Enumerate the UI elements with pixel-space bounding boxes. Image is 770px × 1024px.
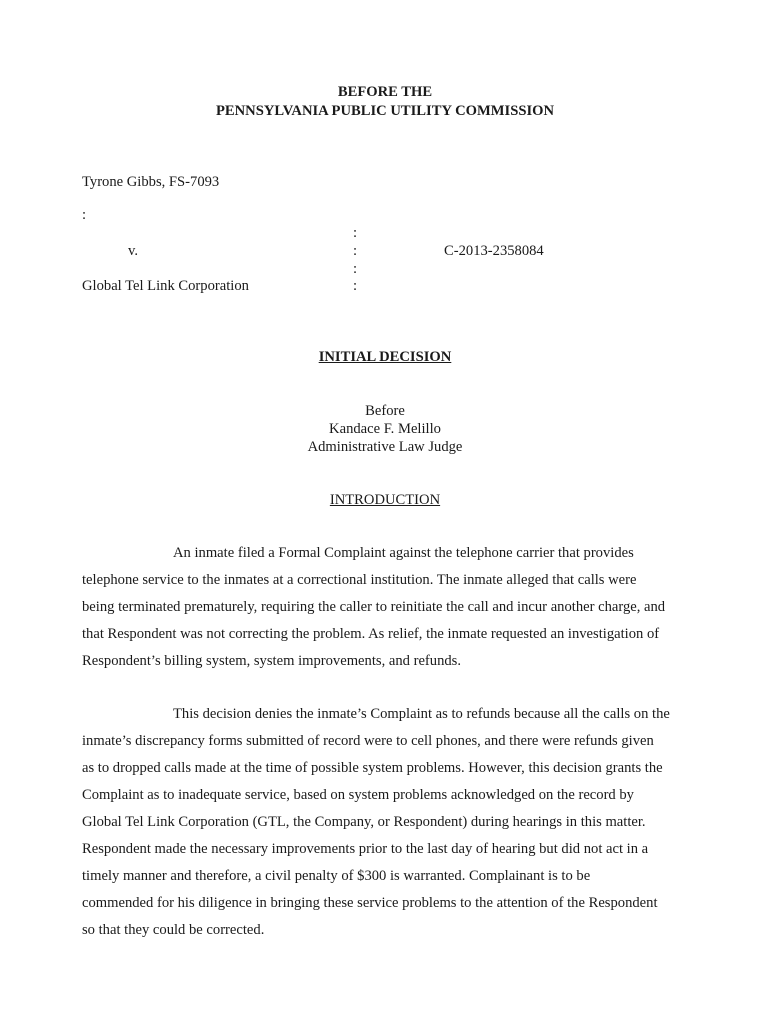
paragraph-line: inmate’s discrepancy forms submitted of record were to cell phones, and there were refunds given: [82, 733, 654, 749]
caption-colon-4: :: [353, 278, 358, 294]
caption-colon-2: :: [353, 243, 358, 259]
paragraph-2: [82, 701, 690, 944]
paragraph-line: being terminated prematurely, requiring the caller to reinitiate the call and incur another charge, and: [82, 599, 666, 615]
paragraph-line: as to dropped calls made at the time of possible system problems. However, this decision grants the: [82, 760, 663, 776]
caption-colon-left: :: [82, 207, 87, 223]
caption-colon-1: :: [353, 225, 358, 241]
header-line-2: PENNSYLVANIA PUBLIC UTILITY COMMISSION: [215, 103, 555, 119]
respondent-name: Global Tel Link Corporation: [82, 278, 249, 294]
complainant-name: Tyrone Gibbs, FS-7093: [82, 174, 220, 190]
caption-versus: v.: [128, 243, 138, 259]
paragraph-line: telephone service to the inmates at a correctional institution. The inmate alleged that calls were: [82, 572, 637, 588]
paragraph-line: Global Tel Link Corporation (GTL, the Company, or Respondent) during hearings in this matter.: [82, 814, 646, 830]
decision-title: INITIAL DECISION: [318, 349, 452, 365]
paragraph-line: Respondent’s billing system, system improvements, and refunds.: [82, 653, 461, 669]
paragraph-line: so that they could be corrected.: [82, 922, 265, 938]
judge-title: Administrative Law Judge: [307, 439, 463, 455]
paragraph-line: Complaint as to inadequate service, based on system problems acknowledged on the record by: [82, 787, 634, 803]
docket-number: C-2013-2358084: [444, 243, 544, 259]
caption-colon-3: :: [353, 261, 358, 277]
paragraph-line: that Respondent was not correcting the problem. As relief, the inmate requested an investigation of: [82, 626, 660, 642]
paragraph-line: Respondent made the necessary improvements prior to the last day of hearing but did not act in a: [82, 841, 649, 857]
header-line-1: BEFORE THE: [337, 84, 433, 100]
paragraph-line: An inmate filed a Formal Complaint against the telephone carrier that provides: [173, 545, 634, 561]
paragraph-1: [82, 540, 690, 675]
paragraph-line: This decision denies the inmate’s Complaint as to refunds because all the calls on the: [173, 706, 670, 722]
section-heading: INTRODUCTION: [329, 492, 441, 508]
paragraph-line: timely manner and therefore, a civil penalty of $300 is warranted. Complainant is to be: [82, 868, 591, 884]
judge-before: Before: [365, 403, 405, 419]
paragraph-line: commended for his diligence in bringing these service problems to the attention of the Respondent: [82, 895, 658, 911]
judge-name: Kandace F. Melillo: [329, 421, 441, 437]
